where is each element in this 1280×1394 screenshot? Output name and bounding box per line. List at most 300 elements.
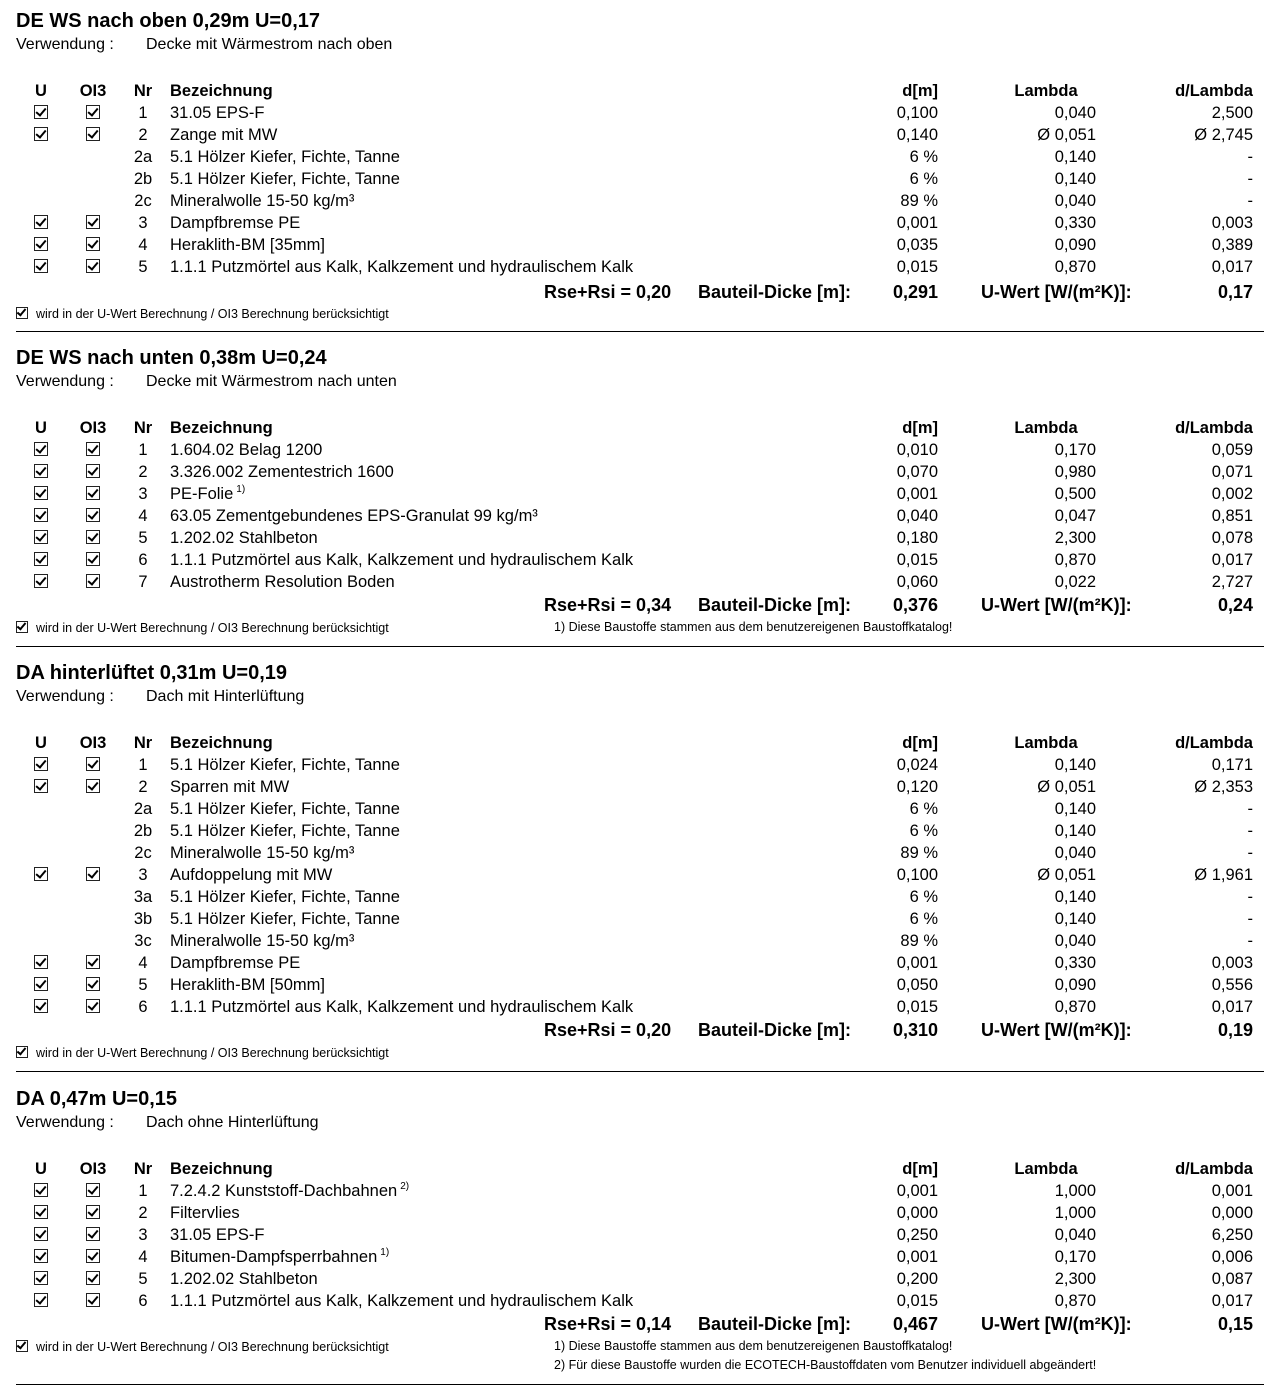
u-checkbox[interactable] [26, 866, 56, 885]
section-title: DE WS nach oben 0,29m U=0,17 [16, 10, 320, 32]
header-u: U [35, 1160, 47, 1178]
checkbox-icon [34, 1249, 48, 1263]
usage-value: Dach mit Hinterlüftung [146, 688, 305, 705]
layer-nr: 2 [138, 778, 148, 796]
oi3-checkbox[interactable] [78, 507, 108, 526]
checkbox-icon [34, 977, 48, 991]
oi3-checkbox[interactable] [78, 976, 108, 995]
checkbox-icon [16, 1340, 28, 1352]
checkbox-icon [86, 127, 100, 141]
layer-d-lambda: - [1247, 148, 1253, 166]
table-row [16, 910, 1264, 932]
layer-nr: 5 [138, 1270, 148, 1288]
oi3-checkbox[interactable] [78, 778, 108, 797]
layer-d-lambda: 0,087 [1211, 1270, 1253, 1288]
u-checkbox[interactable] [26, 441, 56, 460]
footnote-1: 1) Diese Baustoffe stammen aus dem benutzereigenen Baustoffkatalog! [554, 620, 953, 634]
layer-thickness: 0,180 [896, 529, 938, 547]
layer-thickness: 0,015 [896, 1292, 938, 1310]
header-u: U [35, 734, 47, 752]
layer-name [170, 441, 322, 460]
layer-name [170, 258, 633, 277]
layer-lambda: 0,040 [1054, 104, 1096, 122]
usage-value: Decke mit Wärmestrom nach oben [146, 36, 393, 53]
oi3-checkbox[interactable] [78, 756, 108, 775]
layer-name [170, 800, 400, 819]
u-wert-value: 0,15 [1217, 1314, 1253, 1334]
table-header [16, 1160, 1264, 1182]
layer-name-text: 5.1 Hölzer Kiefer, Fichte, Tanne [170, 170, 400, 188]
layer-thickness: 0,200 [896, 1270, 938, 1288]
layer-lambda: 0,040 [1054, 192, 1096, 210]
layer-name-text: 5.1 Hölzer Kiefer, Fichte, Tanne [170, 888, 400, 906]
bauteil-dicke-value: 0,467 [892, 1314, 938, 1334]
layer-lambda: 0,980 [1054, 463, 1096, 481]
layer-thickness: 0,035 [896, 236, 938, 254]
layer-lambda: 1,000 [1054, 1182, 1096, 1200]
layer-name-text: 1.604.02 Belag 1200 [170, 441, 323, 459]
u-checkbox[interactable] [26, 485, 56, 504]
oi3-checkbox[interactable] [78, 1292, 108, 1311]
bauteil-dicke-label: Bauteil-Dicke [m]: [698, 1314, 852, 1334]
checkbox-icon [86, 757, 100, 771]
u-checkbox[interactable] [26, 529, 56, 548]
table-row [16, 126, 1264, 148]
layer-name [170, 910, 400, 929]
layer-thickness: 0,001 [896, 214, 938, 232]
layer-name [170, 236, 325, 255]
layer-thickness: 6 % [909, 822, 938, 840]
layer-thickness: 0,001 [896, 485, 938, 503]
layer-thickness: 6 % [909, 888, 938, 906]
u-wert-value: 0,19 [1217, 1020, 1253, 1040]
table-row [16, 756, 1264, 778]
u-checkbox[interactable] [26, 463, 56, 482]
section-divider [16, 1384, 1264, 1385]
layer-name [170, 866, 332, 885]
checkbox-icon [16, 621, 28, 633]
layer-d-lambda: 0,017 [1211, 998, 1253, 1016]
layer-nr: 5 [138, 529, 148, 547]
layer-thickness: 0,001 [896, 1248, 938, 1266]
layer-name [170, 126, 277, 145]
u-checkbox[interactable] [26, 1270, 56, 1289]
oi3-checkbox[interactable] [78, 236, 108, 255]
checkbox-icon [34, 1293, 48, 1307]
table-header [16, 82, 1264, 104]
checkbox-icon [34, 530, 48, 544]
layer-name [170, 551, 633, 570]
layer-d-lambda: 0,017 [1211, 258, 1253, 276]
layer-lambda: 2,300 [1054, 1270, 1096, 1288]
layer-name [170, 1182, 409, 1201]
checkbox-icon [34, 867, 48, 881]
layer-thickness: 0,040 [896, 507, 938, 525]
layer-nr: 6 [138, 1292, 148, 1310]
header-dlambda: d/Lambda [1175, 734, 1253, 752]
layer-name [170, 778, 289, 797]
layer-lambda: 1,000 [1054, 1204, 1096, 1222]
layer-name [170, 844, 354, 863]
checkbox-icon [86, 215, 100, 229]
oi3-checkbox[interactable] [78, 104, 108, 123]
layer-d-lambda: 2,500 [1211, 104, 1253, 122]
layer-lambda: 0,090 [1054, 976, 1096, 994]
layer-lambda: 0,330 [1054, 954, 1096, 972]
layer-d-lambda: - [1247, 910, 1253, 928]
layer-name-text: 5.1 Hölzer Kiefer, Fichte, Tanne [170, 800, 400, 818]
checkbox-icon [34, 574, 48, 588]
layer-thickness: 0,015 [896, 258, 938, 276]
layer-name-text: 1.202.02 Stahlbeton [170, 529, 318, 547]
layer-thickness: 0,010 [896, 441, 938, 459]
u-checkbox[interactable] [26, 236, 56, 255]
layer-lambda: 0,047 [1054, 507, 1096, 525]
checkbox-icon [86, 464, 100, 478]
layer-thickness: 0,000 [896, 1204, 938, 1222]
header-nr: Nr [133, 419, 153, 437]
checkbox-icon [34, 779, 48, 793]
section-title: DA hinterlüftet 0,31m U=0,19 [16, 662, 288, 684]
checkbox-icon [34, 552, 48, 566]
table-row [16, 192, 1264, 214]
checkbox-icon [86, 999, 100, 1013]
u-checkbox[interactable] [26, 976, 56, 995]
u-wert-label: U-Wert [W/(m²K)]: [981, 595, 1132, 615]
u-wert-label: U-Wert [W/(m²K)]: [981, 1020, 1132, 1040]
table-row [16, 507, 1264, 529]
table-row [16, 888, 1264, 910]
checkbox-icon [34, 999, 48, 1013]
u-checkbox[interactable] [26, 1226, 56, 1245]
layer-d-lambda: - [1247, 192, 1253, 210]
header-lambda: Lambda [1014, 419, 1078, 437]
layer-d-lambda: - [1247, 800, 1253, 818]
layer-nr: 2 [138, 1204, 148, 1222]
rse-rsi: Rse+Rsi = 0,14 [544, 1314, 672, 1334]
layer-d-lambda: 0,001 [1211, 1182, 1253, 1200]
oi3-checkbox[interactable] [78, 126, 108, 145]
header-lambda: Lambda [1014, 734, 1078, 752]
layer-thickness: 0,015 [896, 998, 938, 1016]
layer-lambda: 0,140 [1054, 888, 1096, 906]
table-row [16, 529, 1264, 551]
layer-lambda: 0,040 [1054, 1226, 1096, 1244]
bauteil-dicke-value: 0,310 [892, 1020, 938, 1040]
oi3-checkbox[interactable] [78, 551, 108, 570]
header-dlambda: d/Lambda [1175, 419, 1253, 437]
checkbox-icon [86, 259, 100, 273]
header-nr: Nr [133, 1160, 153, 1178]
checkbox-icon [34, 127, 48, 141]
checkbox-icon [34, 259, 48, 273]
layer-d-lambda: 0,003 [1211, 214, 1253, 232]
layer-name-text: Filtervlies [170, 1204, 240, 1222]
table-row [16, 778, 1264, 800]
header-u: U [35, 419, 47, 437]
checkbox-icon [34, 1227, 48, 1241]
bauteil-dicke-value: 0,376 [892, 595, 938, 615]
checkbox-icon [86, 1293, 100, 1307]
usage-label: Verwendung : [16, 373, 114, 390]
legend [16, 620, 389, 635]
layer-thickness: 6 % [909, 800, 938, 818]
checkbox-icon [86, 486, 100, 500]
layer-thickness: 0,140 [896, 126, 938, 144]
layer-name [170, 192, 354, 211]
oi3-checkbox[interactable] [78, 463, 108, 482]
u-checkbox[interactable] [26, 1292, 56, 1311]
table-row [16, 1248, 1264, 1270]
footnote-marker: 2) [400, 1181, 410, 1192]
header-oi3: OI3 [79, 82, 107, 100]
u-checkbox[interactable] [26, 126, 56, 145]
layer-name [170, 998, 633, 1017]
footnote-2: 2) Für diese Baustoffe wurden die ECOTECH-Baustoffdaten vom Benutzer individuell abgeändert! [554, 1358, 1097, 1372]
layer-name-text: Zange mit MW [170, 126, 278, 144]
layer-name [170, 104, 264, 123]
layer-name-text: 5.1 Hölzer Kiefer, Fichte, Tanne [170, 822, 400, 840]
checkbox-icon [86, 105, 100, 119]
usage-value: Dach ohne Hinterlüftung [146, 1114, 319, 1131]
layer-nr: 5 [138, 976, 148, 994]
u-wert-label: U-Wert [W/(m²K)]: [981, 1314, 1132, 1334]
layer-name [170, 888, 400, 907]
layer-lambda: 0,140 [1054, 170, 1096, 188]
header-u: U [35, 82, 47, 100]
u-checkbox[interactable] [26, 1204, 56, 1223]
footnote-marker: 1) [380, 1247, 390, 1258]
u-checkbox[interactable] [26, 104, 56, 123]
rse-rsi: Rse+Rsi = 0,34 [544, 595, 672, 615]
summary-row [16, 595, 1264, 619]
table-row [16, 1226, 1264, 1248]
oi3-checkbox[interactable] [78, 485, 108, 504]
table-row [16, 485, 1264, 507]
layer-name-text: 1.202.02 Stahlbeton [170, 1270, 318, 1288]
layer-thickness: 89 % [900, 932, 938, 950]
layer-lambda: 2,300 [1054, 529, 1096, 547]
u-checkbox[interactable] [26, 214, 56, 233]
layer-d-lambda: 0,078 [1211, 529, 1253, 547]
checkbox-icon [86, 442, 100, 456]
oi3-checkbox[interactable] [78, 1270, 108, 1289]
u-checkbox[interactable] [26, 258, 56, 277]
usage-label: Verwendung : [16, 688, 114, 705]
layer-d-lambda: Ø 2,353 [1194, 778, 1253, 796]
layer-d-lambda: Ø 1,961 [1194, 866, 1253, 884]
usage-line [16, 688, 305, 706]
layer-d-lambda: - [1247, 888, 1253, 906]
layer-name-text: 1.1.1 Putzmörtel aus Kalk, Kalkzement und hydraulischem Kalk [170, 551, 634, 569]
layer-nr: 3c [134, 932, 152, 950]
layer-name-text: Sparren mit MW [170, 778, 290, 796]
layer-lambda: 0,330 [1054, 214, 1096, 232]
header-d: d[m] [902, 419, 938, 437]
layer-thickness: 89 % [900, 192, 938, 210]
section-divider [16, 1071, 1264, 1072]
layer-thickness: 89 % [900, 844, 938, 862]
table-row [16, 822, 1264, 844]
table-row [16, 551, 1264, 573]
oi3-checkbox[interactable] [78, 1248, 108, 1267]
table-row [16, 573, 1264, 595]
summary-row [16, 1314, 1264, 1338]
layer-d-lambda: - [1247, 932, 1253, 950]
layer-nr: 3 [138, 485, 148, 503]
layer-lambda: 0,140 [1054, 822, 1096, 840]
layer-lambda: 0,140 [1054, 910, 1096, 928]
layer-thickness: 6 % [909, 148, 938, 166]
oi3-checkbox[interactable] [78, 866, 108, 885]
layer-nr: 3 [138, 866, 148, 884]
table-row [16, 844, 1264, 866]
footnote-marker: 1) [236, 484, 246, 495]
oi3-checkbox[interactable] [78, 258, 108, 277]
layer-name-text: Aufdoppelung mit MW [170, 866, 333, 884]
checkbox-icon [86, 867, 100, 881]
layer-name-text: 1.1.1 Putzmörtel aus Kalk, Kalkzement und hydraulischem Kalk [170, 998, 634, 1016]
layer-d-lambda: 0,389 [1211, 236, 1253, 254]
layer-d-lambda: 0,556 [1211, 976, 1253, 994]
oi3-checkbox[interactable] [78, 998, 108, 1017]
header-d: d[m] [902, 734, 938, 752]
u-wert-label: U-Wert [W/(m²K)]: [981, 282, 1132, 302]
layer-nr: 2b [133, 822, 153, 840]
layer-name-text: 5.1 Hölzer Kiefer, Fichte, Tanne [170, 148, 400, 166]
layer-nr: 2a [133, 148, 153, 166]
checkbox-icon [86, 508, 100, 522]
oi3-checkbox[interactable] [78, 1204, 108, 1223]
checkbox-icon [86, 977, 100, 991]
u-checkbox[interactable] [26, 1182, 56, 1201]
checkbox-icon [34, 757, 48, 771]
layer-nr: 2c [134, 844, 152, 862]
checkbox-icon [86, 1227, 100, 1241]
layer-lambda: Ø 0,051 [1037, 778, 1096, 796]
layer-d-lambda: - [1247, 822, 1253, 840]
layer-nr: 4 [138, 1248, 148, 1266]
layer-name-text: 31.05 EPS-F [170, 1226, 265, 1244]
layer-d-lambda: - [1247, 844, 1253, 862]
layer-nr: 5 [138, 258, 148, 276]
u-checkbox[interactable] [26, 954, 56, 973]
oi3-checkbox[interactable] [78, 573, 108, 592]
checkbox-icon [86, 779, 100, 793]
legend-text: wird in der U-Wert Berechnung / OI3 Berechnung berücksichtigt [36, 1046, 389, 1060]
oi3-checkbox[interactable] [78, 214, 108, 233]
oi3-checkbox[interactable] [78, 441, 108, 460]
oi3-checkbox[interactable] [78, 529, 108, 548]
layer-name [170, 170, 400, 189]
layer-thickness: 0,070 [896, 463, 938, 481]
layer-thickness: 6 % [909, 910, 938, 928]
table-row [16, 1292, 1264, 1314]
u-checkbox[interactable] [26, 778, 56, 797]
table-row [16, 214, 1264, 236]
layer-nr: 6 [138, 998, 148, 1016]
section-title: DA 0,47m U=0,15 [16, 1088, 178, 1110]
oi3-checkbox[interactable] [78, 1182, 108, 1201]
u-checkbox[interactable] [26, 551, 56, 570]
u-checkbox[interactable] [26, 756, 56, 775]
header-nr: Nr [133, 82, 153, 100]
usage-line [16, 36, 393, 54]
layer-lambda: 0,170 [1054, 441, 1096, 459]
legend-text: wird in der U-Wert Berechnung / OI3 Berechnung berücksichtigt [36, 307, 389, 321]
layer-d-lambda: 0,171 [1211, 756, 1253, 774]
layer-lambda: 0,500 [1054, 485, 1096, 503]
table-header [16, 419, 1264, 441]
checkbox-icon [34, 442, 48, 456]
layer-d-lambda: 0,017 [1211, 1292, 1253, 1310]
legend [16, 1339, 389, 1354]
checkbox-icon [34, 237, 48, 251]
u-checkbox[interactable] [26, 998, 56, 1017]
layer-name-text: PE-Folie [170, 485, 234, 503]
layer-name [170, 1270, 318, 1289]
layer-thickness: 0,001 [896, 1182, 938, 1200]
layer-name [170, 1292, 633, 1311]
layer-d-lambda: 6,250 [1211, 1226, 1253, 1244]
checkbox-icon [86, 574, 100, 588]
u-checkbox[interactable] [26, 573, 56, 592]
table-row [16, 148, 1264, 170]
layer-nr: 7 [138, 573, 148, 591]
layer-lambda: Ø 0,051 [1037, 866, 1096, 884]
table-header [16, 734, 1264, 756]
layer-name-text: 7.2.4.2 Kunststoff-Dachbahnen [170, 1182, 398, 1200]
checkbox-icon [86, 552, 100, 566]
legend [16, 1045, 389, 1060]
layer-thickness: 6 % [909, 170, 938, 188]
layer-lambda: 0,140 [1054, 756, 1096, 774]
layer-name-text: 1.1.1 Putzmörtel aus Kalk, Kalkzement und hydraulischem Kalk [170, 1292, 634, 1310]
usage-label: Verwendung : [16, 1114, 114, 1131]
layer-nr: 2 [138, 463, 148, 481]
u-wert-value: 0,24 [1217, 595, 1253, 615]
u-checkbox[interactable] [26, 1248, 56, 1267]
layer-name [170, 822, 400, 841]
u-checkbox[interactable] [26, 507, 56, 526]
header-nr: Nr [133, 734, 153, 752]
layer-lambda: Ø 0,051 [1037, 126, 1096, 144]
oi3-checkbox[interactable] [78, 1226, 108, 1245]
layer-lambda: 0,090 [1054, 236, 1096, 254]
layer-name [170, 214, 300, 233]
layer-thickness: 0,100 [896, 866, 938, 884]
header-dlambda: d/Lambda [1175, 82, 1253, 100]
checkbox-icon [16, 1046, 28, 1058]
oi3-checkbox[interactable] [78, 954, 108, 973]
layer-name-text: 31.05 EPS-F [170, 104, 265, 122]
layer-d-lambda: 0,017 [1211, 551, 1253, 569]
table-row [16, 1204, 1264, 1226]
checkbox-icon [34, 1183, 48, 1197]
layer-thickness: 0,024 [896, 756, 938, 774]
checkbox-icon [86, 1205, 100, 1219]
checkbox-icon [34, 1205, 48, 1219]
layer-d-lambda: 0,071 [1211, 463, 1253, 481]
table-row [16, 954, 1264, 976]
layer-name [170, 573, 395, 592]
layer-name [170, 1226, 264, 1245]
checkbox-icon [86, 237, 100, 251]
table-row [16, 976, 1264, 998]
layer-thickness: 0,050 [896, 976, 938, 994]
checkbox-icon [34, 486, 48, 500]
layer-lambda: 0,140 [1054, 148, 1096, 166]
